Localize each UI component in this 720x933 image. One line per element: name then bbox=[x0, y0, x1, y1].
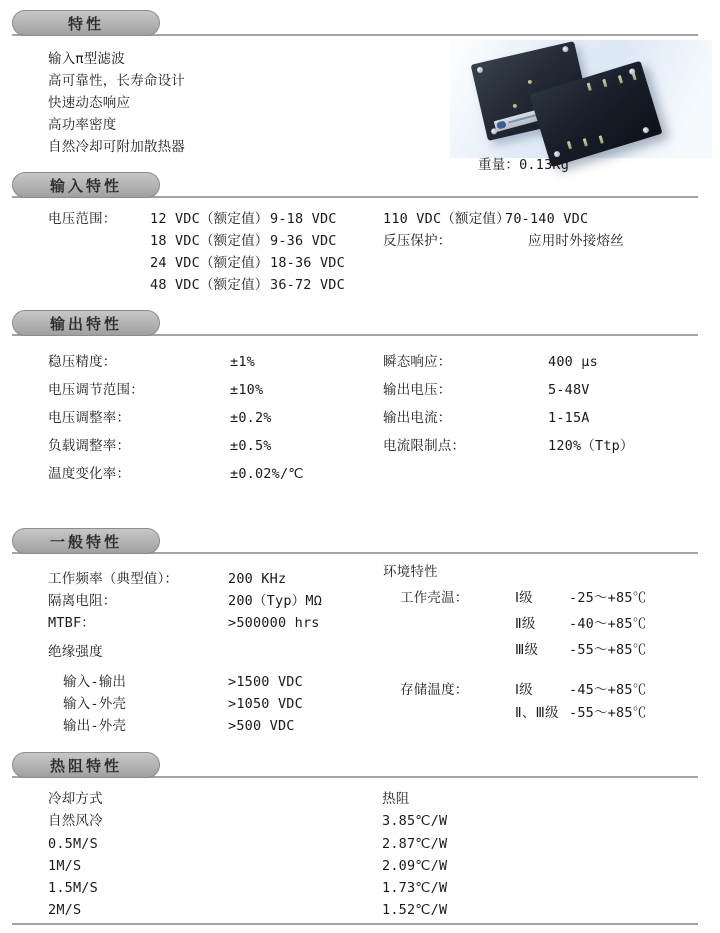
spec-value: 400 μs bbox=[548, 354, 598, 370]
spec-label: 输入-输出 bbox=[63, 674, 127, 690]
spec-value: 48 VDC（额定值） bbox=[150, 277, 269, 293]
section-title-features: 特性 bbox=[12, 10, 160, 36]
feature-item: 快速动态响应 bbox=[48, 95, 131, 111]
feature-item: 输入π型滤波 bbox=[48, 51, 125, 67]
spec-value: 18-36 VDC bbox=[270, 255, 345, 271]
brand-logo-icon bbox=[496, 120, 507, 129]
temp-range: -25～+85℃ bbox=[569, 590, 647, 606]
column-header-cooling: 冷却方式 bbox=[48, 791, 103, 807]
spec-value: >500000 hrs bbox=[228, 615, 320, 631]
section-header-input bbox=[0, 172, 720, 200]
feature-item: 高功率密度 bbox=[48, 117, 117, 133]
spec-label: 温度变化率： bbox=[48, 466, 131, 482]
spec-value: ±1% bbox=[230, 354, 255, 370]
thermal-cooling: 1.5M/S bbox=[48, 880, 98, 896]
spec-value: 9-36 VDC bbox=[270, 233, 337, 249]
spec-label: 电压调整率： bbox=[48, 410, 131, 426]
spec-label: 瞬态响应： bbox=[383, 354, 452, 370]
temp-grade: Ⅰ级 bbox=[515, 590, 533, 606]
spec-label: 电流限制点： bbox=[383, 438, 466, 454]
spec-value: ±10% bbox=[230, 382, 264, 398]
thermal-cooling: 1M/S bbox=[48, 858, 82, 874]
spec-value: 200 KHz bbox=[228, 571, 287, 587]
spec-label: 隔离电阻： bbox=[48, 593, 117, 609]
spec-label: 电压调节范围： bbox=[48, 382, 144, 398]
spec-label: 输入-外壳 bbox=[63, 696, 127, 712]
temp-grade: Ⅱ级 bbox=[515, 616, 536, 632]
spec-value: 1-15A bbox=[548, 410, 590, 426]
spec-label: 反压保护： bbox=[383, 233, 452, 249]
connector-pin bbox=[618, 75, 623, 84]
feature-item: 高可靠性，长寿命设计 bbox=[48, 73, 185, 89]
connector-pin bbox=[567, 141, 572, 150]
spec-value: ±0.02%/℃ bbox=[230, 466, 304, 482]
temp-grade: Ⅱ、Ⅲ级 bbox=[515, 705, 559, 721]
spec-value: >1500 VDC bbox=[228, 674, 303, 690]
spec-label: 工作壳温： bbox=[400, 590, 469, 606]
section-header-thermal bbox=[0, 752, 720, 780]
connector-pin bbox=[602, 79, 607, 88]
spec-value: 应用时外接熔丝 bbox=[528, 233, 624, 249]
page-bottom-rule bbox=[12, 923, 698, 925]
module-dot bbox=[513, 104, 518, 109]
temp-row bbox=[515, 682, 646, 699]
subsection-title-environment: 环境特性 bbox=[383, 564, 438, 580]
temp-range: -45～+85℃ bbox=[569, 682, 647, 698]
spec-label: 输出电压： bbox=[383, 382, 452, 398]
spec-value: 36-72 VDC bbox=[270, 277, 345, 293]
thermal-resistance: 2.09℃/W bbox=[382, 858, 448, 874]
section-header-features bbox=[0, 10, 720, 38]
thermal-cooling: 0.5M/S bbox=[48, 836, 98, 852]
screw-icon bbox=[642, 126, 649, 133]
spec-value: 24 VDC（额定值） bbox=[150, 255, 269, 271]
temp-grade: Ⅰ级 bbox=[515, 682, 533, 698]
temp-row bbox=[515, 705, 646, 722]
section-title-output: 输出特性 bbox=[12, 310, 160, 336]
connector-pin bbox=[583, 138, 588, 147]
connector-pin bbox=[599, 135, 604, 144]
thermal-resistance: 1.73℃/W bbox=[382, 880, 448, 896]
spec-value: 200（Typ）MΩ bbox=[228, 593, 323, 609]
thermal-resistance: 3.85℃/W bbox=[382, 813, 448, 829]
spec-value: ±0.2% bbox=[230, 410, 272, 426]
section-title-thermal: 热阻特性 bbox=[12, 752, 160, 778]
spec-label: MTBF： bbox=[48, 615, 96, 631]
section-header-output bbox=[0, 310, 720, 338]
spec-label: 输出-外壳 bbox=[63, 718, 127, 734]
thermal-resistance: 1.52℃/W bbox=[382, 902, 448, 918]
temp-grade: Ⅲ级 bbox=[515, 642, 539, 658]
temp-range: -55～+85℃ bbox=[569, 705, 647, 721]
spec-value: >1050 VDC bbox=[228, 696, 303, 712]
spec-value: 70-140 VDC bbox=[505, 211, 589, 227]
spec-label: 电压范围： bbox=[48, 211, 117, 227]
product-photo bbox=[450, 40, 712, 158]
thermal-resistance: 2.87℃/W bbox=[382, 836, 448, 852]
screw-icon bbox=[476, 66, 483, 73]
spec-label: 输出电流： bbox=[383, 410, 452, 426]
column-header-resistance: 热阻 bbox=[382, 791, 410, 807]
spec-label: 110 VDC（额定值） bbox=[383, 211, 510, 227]
spec-value: 120%（Ttp） bbox=[548, 438, 634, 454]
temp-row bbox=[515, 616, 646, 633]
subsection-title-insulation: 绝缘强度 bbox=[48, 644, 103, 660]
section-header-general bbox=[0, 528, 720, 556]
thermal-cooling: 2M/S bbox=[48, 902, 82, 918]
spec-label: 存储温度： bbox=[400, 682, 469, 698]
connector-pin bbox=[587, 83, 592, 92]
thermal-cooling: 自然风冷 bbox=[48, 813, 103, 829]
spec-value: 5-48V bbox=[548, 382, 590, 398]
section-title-input: 输入特性 bbox=[12, 172, 160, 198]
spec-value: 18 VDC（额定值） bbox=[150, 233, 269, 249]
screw-icon bbox=[562, 46, 569, 53]
section-title-general: 一般特性 bbox=[12, 528, 160, 554]
weight-caption: 重量：0.13Kg bbox=[478, 157, 570, 173]
temp-row bbox=[515, 590, 646, 607]
spec-value: 12 VDC（额定值） bbox=[150, 211, 269, 227]
spec-label: 负载调整率： bbox=[48, 438, 131, 454]
spec-value: ±0.5% bbox=[230, 438, 272, 454]
module-dot bbox=[528, 80, 533, 85]
spec-value: 9-18 VDC bbox=[270, 211, 337, 227]
spec-label: 稳压精度： bbox=[48, 354, 117, 370]
feature-item: 自然冷却可附加散热器 bbox=[48, 139, 185, 155]
temp-range: -40～+85℃ bbox=[569, 616, 647, 632]
temp-row bbox=[515, 642, 646, 659]
temp-range: -55～+85℃ bbox=[569, 642, 647, 658]
spec-value: >500 VDC bbox=[228, 718, 295, 734]
spec-label: 工作频率（典型值）： bbox=[48, 571, 179, 587]
